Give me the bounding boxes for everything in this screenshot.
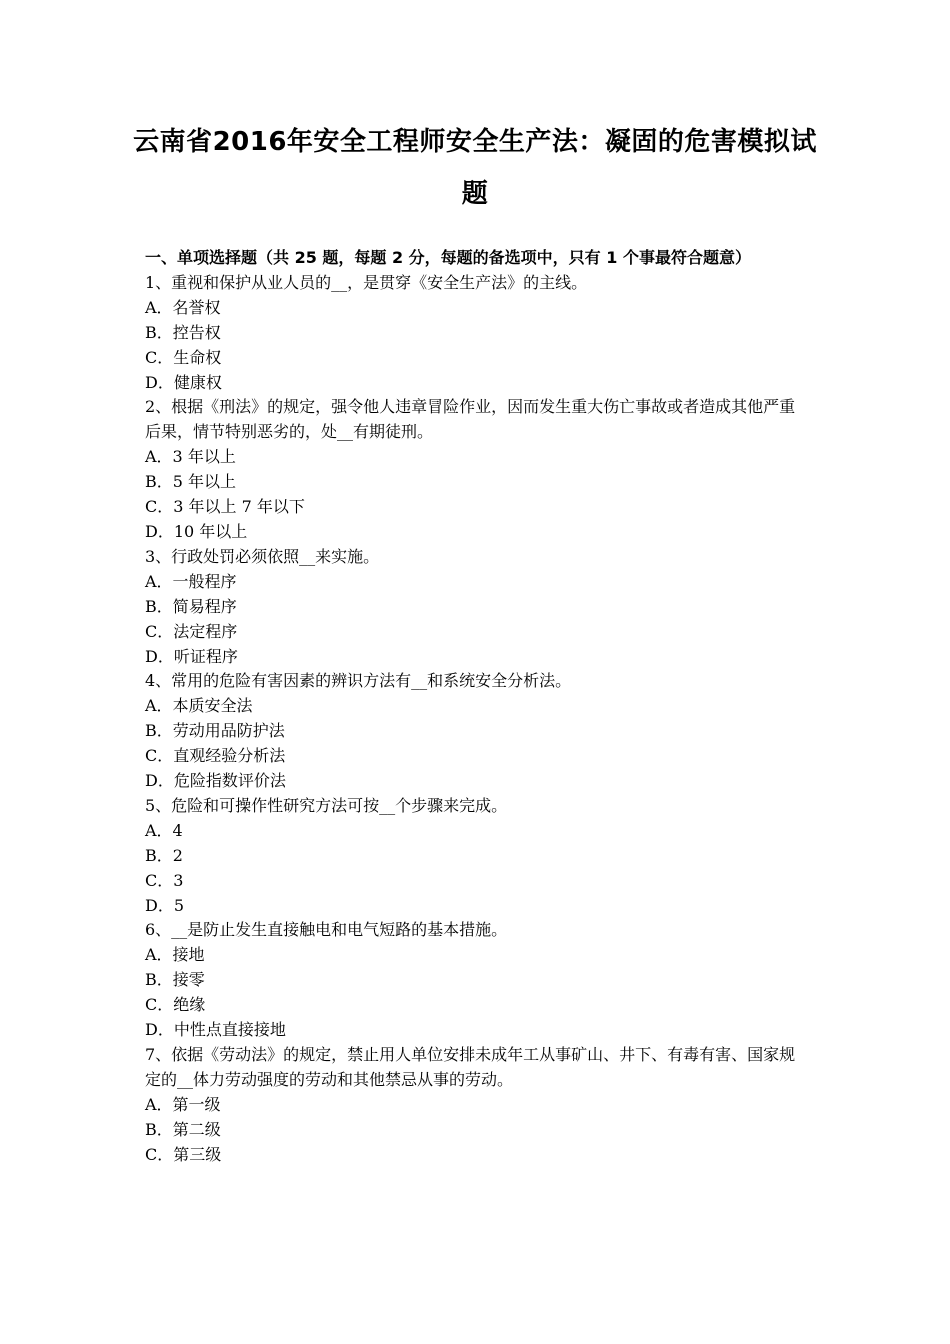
answer-option: B．接零 [145, 970, 205, 990]
question-text: 4、常用的危险有害因素的辨识方法有__和系统安全分析法。 [145, 671, 572, 691]
answer-option: B．第二级 [145, 1119, 221, 1139]
question-text: 2、根据《刑法》的规定，强令他人违章冒险作业，因而发生重大伤亡事故或者造成其他严重后果，情节特别恶劣的，处__有期徒刑。 [145, 397, 796, 442]
answer-option: C．第三级 [145, 1144, 222, 1164]
question-text: 7、依据《劳动法》的规定，禁止用人单位安排未成年工从事矿山、井下、有毒有害、国家规定的__体力劳动强度的劳动和其他禁忌从事的劳动。 [145, 1045, 796, 1089]
answer-option: D．中性点直接接地 [145, 1020, 286, 1040]
answer-option: C．3 [145, 870, 184, 890]
answer-option: D．5 [145, 895, 185, 915]
question-list [145, 271, 807, 1168]
question-block [145, 395, 807, 544]
document-title: 云南省2016年安全工程师安全生产法：凝固的危害模拟试题 [133, 127, 817, 209]
answer-option: D．听证程序 [145, 646, 238, 666]
question-text: 1、重视和保护从业人员的__，是贯穿《安全生产法》的主线。 [145, 272, 588, 292]
question-block [145, 918, 807, 1043]
answer-option: C．生命权 [145, 347, 222, 367]
answer-option: C．法定程序 [145, 621, 238, 641]
question-block [145, 545, 807, 670]
question-block [145, 669, 807, 794]
answer-option: B．5 年以上 [145, 472, 237, 492]
question-text: 6、__是防止发生直接触电和电气短路的基本措施。 [145, 920, 508, 940]
answer-option: A．3 年以上 [145, 447, 236, 467]
answer-option: D．10 年以上 [145, 521, 248, 541]
answer-option: D．健康权 [145, 372, 222, 392]
answer-option: C．3 年以上 7 年以下 [145, 497, 305, 517]
section-heading: 一、单项选择题（共 25 题，每题 2 分，每题的备选项中，只有 1 个事最符合题意） [145, 248, 751, 267]
answer-option: B．2 [145, 845, 183, 865]
answer-option: A．一般程序 [145, 571, 237, 591]
answer-option: C．直观经验分析法 [145, 746, 286, 766]
answer-option: C．绝缘 [145, 995, 206, 1015]
answer-option: A．第一级 [145, 1094, 221, 1114]
answer-option: A．本质安全法 [145, 696, 253, 716]
answer-option: B．简易程序 [145, 596, 237, 616]
answer-option: A．接地 [145, 945, 205, 965]
question-text: 5、危险和可操作性研究方法可按__个步骤来完成。 [145, 795, 508, 815]
answer-option: A．名誉权 [145, 297, 221, 317]
document-body [145, 246, 807, 1168]
question-text: 3、行政处罚必须依照__来实施。 [145, 546, 380, 566]
answer-option: B．控告权 [145, 322, 221, 342]
answer-option: B．劳动用品防护法 [145, 721, 285, 741]
answer-option: A．4 [145, 820, 183, 840]
question-block [145, 794, 807, 919]
question-block [145, 1043, 807, 1168]
question-block [145, 271, 807, 396]
answer-option: D．危险指数评价法 [145, 771, 286, 791]
